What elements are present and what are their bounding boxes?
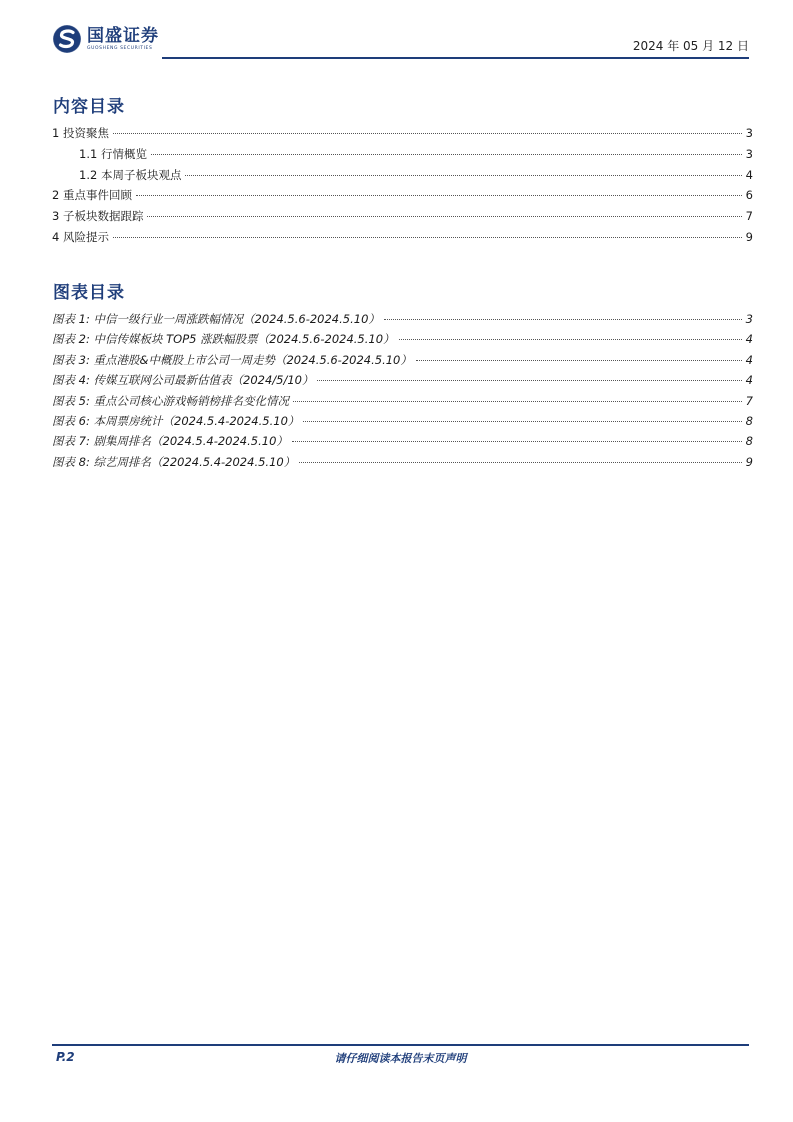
toc-entry[interactable] <box>52 167 753 188</box>
table-of-contents <box>52 125 753 250</box>
toc-entry-label: 1.2 本周子板块观点 <box>79 167 182 182</box>
figure-entry-page: 7 <box>745 393 753 408</box>
toc-entry-page: 4 <box>745 167 753 182</box>
figure-entry-label: 图表 2: 中信传媒板块 TOP5 涨跌幅股票（2024.5.6-2024.5.10） <box>52 332 395 347</box>
toc-entry-page: 3 <box>745 126 753 140</box>
figure-entry-label: 图表 3: 重点港股&中概股上市公司一周走势（2024.5.6-2024.5.10） <box>52 352 412 367</box>
figure-entry-page: 3 <box>745 312 753 326</box>
brand-name-en: GUOSHENG SECURITIES <box>87 45 153 51</box>
figure-entry-page: 4 <box>745 373 753 388</box>
page-header <box>52 24 749 60</box>
footer-divider <box>52 1044 749 1046</box>
toc-entry-page: 9 <box>745 229 753 244</box>
toc-entry[interactable] <box>52 208 753 229</box>
toc-entry[interactable] <box>52 125 753 146</box>
figure-entry[interactable] <box>52 433 753 453</box>
guosheng-logo-icon <box>52 24 82 54</box>
page-footer <box>52 1044 749 1065</box>
toc-entry-label: 4 风险提示 <box>52 229 109 244</box>
disclaimer-note: 请仔细阅读本报告末页声明 <box>334 1052 467 1065</box>
figure-entry[interactable] <box>52 393 753 413</box>
dot-leader <box>384 319 742 320</box>
figure-entry[interactable] <box>52 413 753 433</box>
figure-entry-label: 图表 1: 中信一级行业一周涨跌幅情况（2024.5.6-2024.5.10） <box>52 312 380 326</box>
figure-entry[interactable] <box>52 311 753 331</box>
figure-entry[interactable] <box>52 331 753 351</box>
toc-entry-label: 1 投资聚焦 <box>52 126 109 140</box>
dot-leader <box>292 441 742 442</box>
figure-entry[interactable] <box>52 352 753 372</box>
toc-entry-label: 2 重点事件回顾 <box>52 188 132 203</box>
toc-entry-label: 3 子板块数据跟踪 <box>52 209 144 224</box>
figure-entry-page: 4 <box>745 332 753 347</box>
dot-leader <box>399 339 742 340</box>
figure-entry-page: 9 <box>745 454 753 469</box>
toc-entry-page: 3 <box>745 146 753 161</box>
page-number: P.2 <box>56 1050 75 1064</box>
figure-entry[interactable] <box>52 454 753 474</box>
dot-leader <box>113 237 742 238</box>
toc-entry-label: 1.1 行情概览 <box>79 146 147 161</box>
dot-leader <box>299 462 742 463</box>
figure-entry[interactable] <box>52 372 753 392</box>
dot-leader <box>185 175 742 176</box>
brand-text <box>87 27 159 52</box>
figure-entry-page: 4 <box>745 352 753 367</box>
figure-entry-page: 8 <box>745 434 753 449</box>
figures-title: 图表目录 <box>53 283 125 303</box>
toc-entry-page: 7 <box>745 209 753 224</box>
figure-entry-page: 8 <box>745 413 753 428</box>
figure-entry-label: 图表 4: 传媒互联网公司最新估值表（2024/5/10） <box>52 373 314 388</box>
toc-title: 内容目录 <box>53 97 125 117</box>
figure-entry-label: 图表 5: 重点公司核心游戏畅销榜排名变化情况 <box>52 393 289 408</box>
toc-entry[interactable] <box>52 229 753 250</box>
toc-entry-page: 6 <box>745 188 753 203</box>
dot-leader <box>317 380 742 381</box>
dot-leader <box>147 216 742 217</box>
brand-logo <box>52 24 159 54</box>
dot-leader <box>136 195 742 196</box>
report-date: 2024 年 05 月 12 日 <box>632 39 749 53</box>
list-of-figures <box>52 311 753 474</box>
toc-entry[interactable] <box>52 187 753 208</box>
figure-entry-label: 图表 8: 综艺周排名（22024.5.4-2024.5.10） <box>52 454 296 469</box>
figure-entry-label: 图表 7: 剧集周排名（2024.5.4-2024.5.10） <box>52 434 288 449</box>
brand-name-cn: 国盛证券 <box>87 25 159 46</box>
toc-entry[interactable] <box>52 146 753 167</box>
dot-leader <box>416 360 742 361</box>
header-divider <box>162 57 749 59</box>
dot-leader <box>303 421 742 422</box>
dot-leader <box>113 133 742 134</box>
dot-leader <box>293 401 742 402</box>
figure-entry-label: 图表 6: 本周票房统计（2024.5.4-2024.5.10） <box>52 413 300 428</box>
dot-leader <box>151 154 742 155</box>
